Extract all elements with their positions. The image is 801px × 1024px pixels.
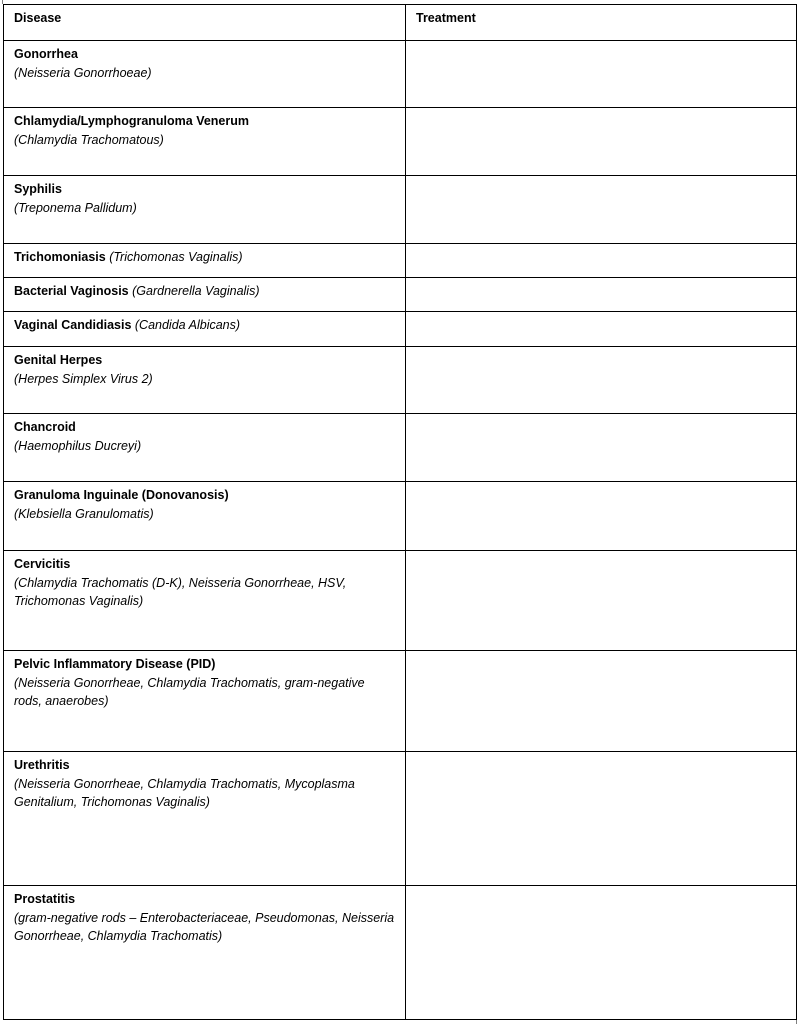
disease-column-header: Disease	[4, 5, 406, 41]
causative-agent: (Haemophilus Ducreyi)	[14, 438, 142, 453]
treatment-cell[interactable]	[406, 312, 797, 347]
disease-name: Chlamydia/Lymphogranuloma Venerum	[14, 114, 250, 128]
treatment-cell[interactable]	[406, 414, 797, 482]
disease-cell	[4, 414, 406, 482]
std-treatment-table	[3, 4, 797, 1020]
disease-name: Cervicitis	[14, 557, 71, 571]
disease-name: Bacterial Vaginosis	[14, 284, 129, 298]
disease-name: Pelvic Inflammatory Disease (PID)	[14, 657, 216, 671]
treatment-cell[interactable]	[406, 886, 797, 1020]
causative-agent: (Chlamydia Trachomatous)	[14, 132, 164, 147]
treatment-cell[interactable]	[406, 752, 797, 886]
table-row	[4, 347, 797, 414]
disease-name: Urethritis	[14, 758, 70, 772]
disease-name: Granuloma Inguinale (Donovanosis)	[14, 488, 229, 502]
causative-agent: (Treponema Pallidum)	[14, 200, 137, 215]
treatment-cell[interactable]	[406, 108, 797, 176]
table-row	[4, 886, 797, 1020]
table-row	[4, 41, 797, 108]
disease-cell	[4, 278, 406, 312]
treatment-cell[interactable]	[406, 278, 797, 312]
treatment-cell[interactable]	[406, 651, 797, 752]
causative-agent: (Neisseria Gonorrheae, Chlamydia Trachomatis, gram-negative rods, anaerobes)	[14, 675, 365, 708]
causative-agent: (gram-negative rods – Enterobacteriaceae, Pseudomonas, Neisseria Gonorrheae, Chlamydia Trachomatis)	[14, 910, 395, 943]
causative-agent: (Chlamydia Trachomatis (D-K), Neisseria Gonorrheae, HSV, Trichomonas Vaginalis)	[14, 575, 347, 608]
treatment-cell[interactable]	[406, 551, 797, 651]
causative-agent: (Neisseria Gonorrhoeae)	[14, 65, 152, 80]
disease-cell	[4, 312, 406, 347]
table-row	[4, 244, 797, 278]
disease-cell	[4, 651, 406, 752]
disease-cell	[4, 551, 406, 651]
table-row	[4, 108, 797, 176]
treatment-cell[interactable]	[406, 176, 797, 244]
disease-name: Syphilis	[14, 182, 62, 196]
disease-cell	[4, 482, 406, 551]
header-row	[4, 5, 797, 41]
treatment-column-header: Treatment	[406, 5, 797, 41]
treatment-cell[interactable]	[406, 41, 797, 108]
causative-agent: (Gardnerella Vaginalis)	[132, 284, 260, 298]
treatment-cell[interactable]	[406, 347, 797, 414]
table-row	[4, 482, 797, 551]
causative-agent: (Trichomonas Vaginalis)	[109, 250, 243, 264]
table-row	[4, 278, 797, 312]
table-row	[4, 752, 797, 886]
table-row	[4, 651, 797, 752]
disease-cell	[4, 108, 406, 176]
corner-mark	[796, 1020, 797, 1024]
causative-agent: (Herpes Simplex Virus 2)	[14, 371, 153, 386]
disease-cell	[4, 347, 406, 414]
causative-agent: (Candida Albicans)	[134, 318, 241, 332]
disease-cell	[4, 752, 406, 886]
table-row	[4, 176, 797, 244]
disease-name: Genital Herpes	[14, 353, 103, 367]
table-row	[4, 551, 797, 651]
table-row	[4, 312, 797, 347]
disease-name: Vaginal Candidiasis	[14, 318, 132, 332]
treatment-cell[interactable]	[406, 244, 797, 278]
disease-name: Trichomoniasis	[14, 250, 106, 264]
disease-cell	[4, 244, 406, 278]
causative-agent: (Klebsiella Granulomatis)	[14, 506, 154, 521]
disease-cell	[4, 41, 406, 108]
table-row	[4, 414, 797, 482]
causative-agent: (Neisseria Gonorrheae, Chlamydia Trachomatis, Mycoplasma Genitalium, Trichomonas Vaginalis)	[14, 776, 355, 809]
disease-name: Chancroid	[14, 420, 76, 434]
disease-name: Gonorrhea	[14, 47, 78, 61]
treatment-cell[interactable]	[406, 482, 797, 551]
disease-cell	[4, 886, 406, 1020]
disease-cell	[4, 176, 406, 244]
disease-name: Prostatitis	[14, 892, 76, 906]
